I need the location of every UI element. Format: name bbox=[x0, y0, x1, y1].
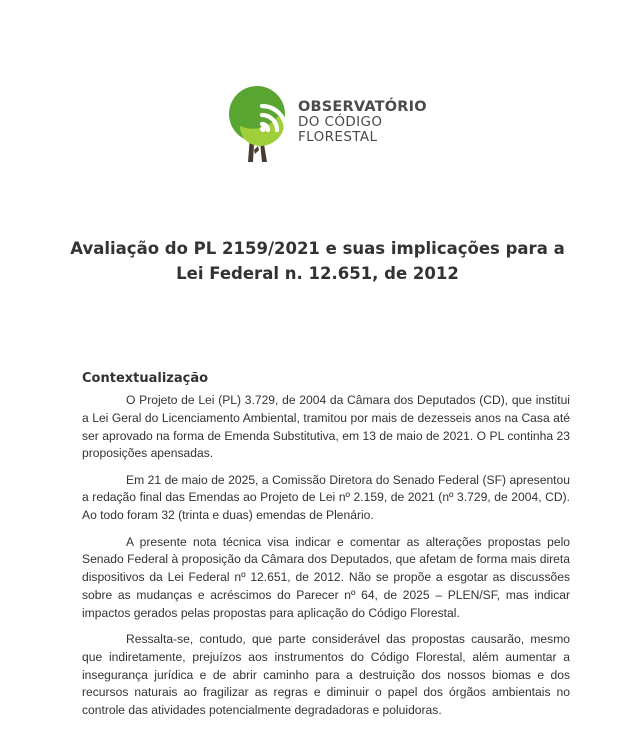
logo-line-florestal: FLORESTAL bbox=[298, 129, 378, 145]
paragraph-1: O Projeto de Lei (PL) 3.729, de 2004 da Câmara dos Deputados (CD), que institui a Lei Geral do Licenciamento Ambiental, tramitou por mais de dezesseis anos na Casa até ser aprovado na forma de Emenda Substitutiva, em 13 de maio de 2021. O PL continha 23 proposições apensadas. bbox=[82, 393, 570, 461]
paragraph-4: Ressalta-se, contudo, que parte considerável das propostas causarão, mesmo que indiretamente, prejuízos aos instrumentos do Código Florestal, além aumentar a insegurança jurídica e de abrir caminho para a destruição dos nossos biomas e dos recursos naturais ao fragilizar as regras e diminuir o papel dos órgãos ambientais no controle das atividades potencialmente degradadoras e poluidoras. bbox=[82, 632, 570, 718]
document-title bbox=[40, 236, 595, 286]
observatorio-logo bbox=[226, 84, 426, 168]
document-body bbox=[82, 392, 570, 729]
paragraph-2: Em 21 de maio de 2025, a Comissão Diretora do Senado Federal (SF) apresentou a redação final das Emendas ao Projeto de Lei nº 2.159, de 2021 (nº 3.729, de 2004, CD). Ao todo foram 32 (trinta e duas) emendas de Plenário. bbox=[82, 472, 570, 523]
logo-line-observatorio: OBSERVATÓRIO bbox=[298, 99, 427, 115]
section-heading-contextualizacao: Contextualização bbox=[82, 371, 209, 386]
title-line-2: Lei Federal n. 12.651, de 2012 bbox=[176, 264, 459, 283]
tree-logo-icon bbox=[226, 84, 298, 168]
logo-line-do-codigo: DO CÓDIGO bbox=[298, 114, 383, 130]
paragraph-3: A presente nota técnica visa indicar e comentar as alterações propostas pelo Senado Federal à proposição da Câmara dos Deputados, que afetam de forma mais direta dispositivos da Lei Federal nº 12.651, de 2012. Não se propõe a esgotar as discussões sobre as mudanças e acréscimos do Parecer nº 64, de 2025 – PLEN/SF, mas indicar impactos gerados pelas propostas para aplicação do Código Florestal. bbox=[82, 534, 570, 620]
logo-wordmark bbox=[298, 100, 427, 145]
title-line-1: Avaliação do PL 2159/2021 e suas implicações para a bbox=[70, 239, 565, 258]
